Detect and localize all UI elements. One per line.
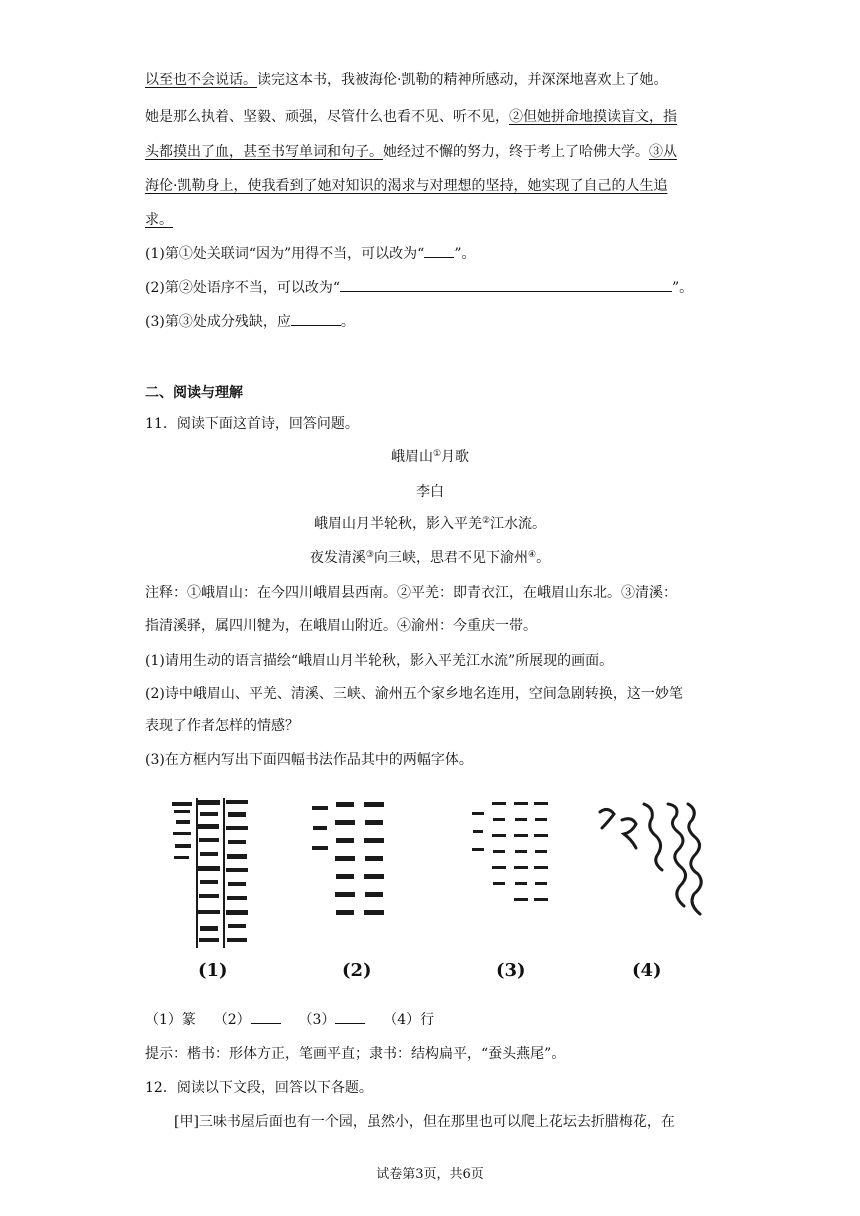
calligraphy-label-4: (4) [632,960,662,981]
poem-title: 峨眉山①月歌 [390,449,470,465]
poem-note-line-1: 注释：①峨眉山：在今四川峨眉县西南。②平羌：即青衣江，在峨眉山东北。③清溪： [145,585,677,601]
passage-line-1: 以至也不会说话。读完这本书，我被海伦·凯勒的精神所感动，并深深地喜欢上了她。 [145,72,668,88]
q10-sub2: (2)第②处语序不当，可以改为“ ”。 [145,277,693,298]
q10-sub3: (3)第③处成分残缺，应 。 [145,311,355,332]
answer-blank[interactable] [335,1009,365,1024]
calligraphy-seal-image [170,798,252,948]
calligraphy-answers: （1）篆 （2） （3） （4）行 [145,1009,434,1030]
calligraphy-running-image [596,798,706,946]
calligraphy-hint: 提示：楷书：形体方正，笔画平直；隶书：结构扁平，“蚕头燕尾”。 [145,1046,566,1062]
passage-line-4: 海伦·凯勒身上，使我看到了她对知识的渴求与对理想的坚持，她实现了自己的人生追 [145,178,668,194]
passage-line-3: 头都摸出了血，甚至书写单词和句子。她经过不懈的努力，终于考上了哈佛大学。③从 [145,144,677,160]
calligraphy-clerical-image [308,798,396,928]
poem-verse-1: 峨眉山月半轮秋，影入平羌②江水流。 [313,516,547,532]
answer-blank[interactable] [340,277,672,292]
calligraphy-label-1: (1) [198,960,228,981]
section-title: 二、阅读与理解 [145,385,243,401]
q12-stem: 12．阅读以下文段，回答以下各题。 [145,1080,373,1096]
poem-note-line-2: 指清溪驿，属四川犍为，在峨眉山附近。④渝州：今重庆一带。 [145,618,537,634]
calligraphy-label-3: (3) [496,960,526,981]
q11-sub3: (3)在方框内写出下面四幅书法作品其中的两幅字体。 [145,752,473,768]
calligraphy-label-2: (2) [342,960,372,981]
q10-sub1: (1)第①处关联词“因为”用得不当，可以改为“ ”。 [145,243,475,264]
poem-verse-2: 夜发清溪③向三峡，思君不见下渝州④。 [309,550,551,566]
poem-author: 李白 [416,484,444,500]
answer-blank[interactable] [424,243,454,258]
q11-sub2-line-2: 表现了作者怎样的情感？ [145,718,299,734]
answer-blank[interactable] [251,1009,281,1024]
passage-line-2: 她是那么执着、坚毅、顽强，尽管什么也看不见、听不见，②但她拼命地摸读盲文，指 [145,109,677,125]
answer-blank[interactable] [291,311,341,326]
q11-sub1: (1)请用生动的语言描绘“峨眉山月半轮秋，影入平羌江水流”所展现的画面。 [145,653,614,669]
passage-line-5: 求。 [145,212,173,228]
q11-stem: 11．阅读下面这首诗，回答问题。 [145,416,359,432]
calligraphy-regular-image [470,798,552,928]
q12-paragraph: [甲]三味书屋后面也有一个园，虽然小，但在那里也可以爬上花坛去折腊梅花，在 [174,1114,675,1130]
page-footer: 试卷第3页，共6页 [376,1167,484,1182]
q11-sub2-line-1: (2)诗中峨眉山、平羌、清溪、三峡、渝州五个家乡地名连用，空间急剧转换，这一妙笔 [145,686,683,702]
